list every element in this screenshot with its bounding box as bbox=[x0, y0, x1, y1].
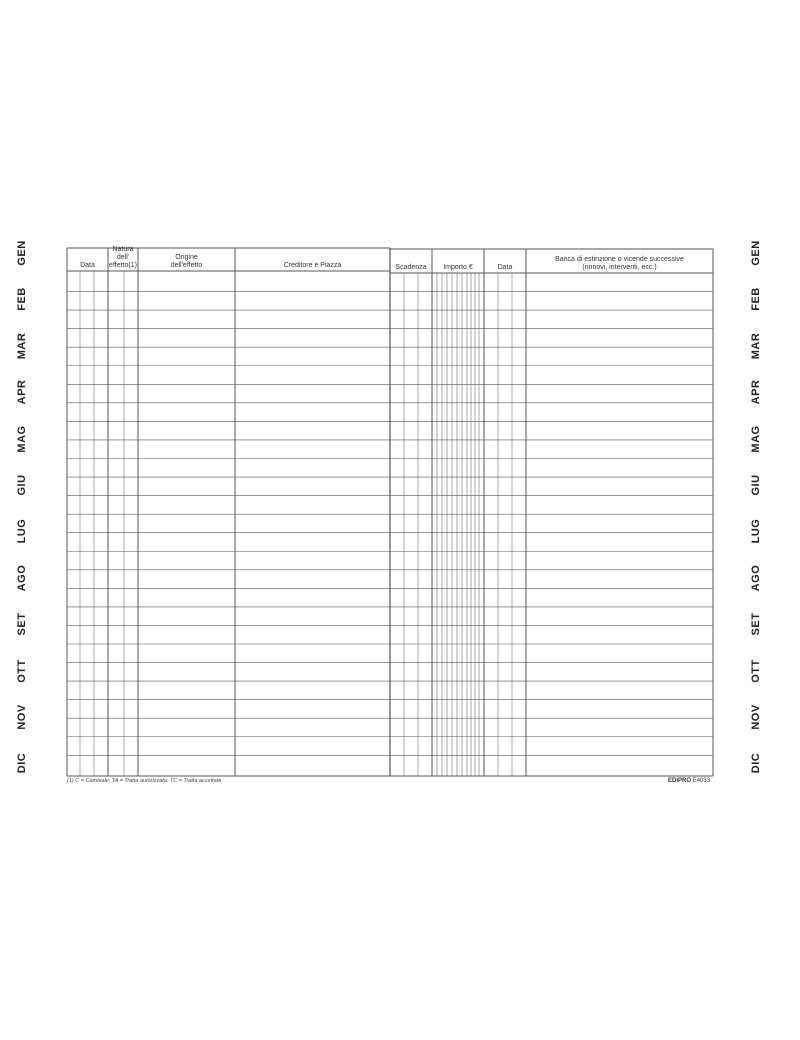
header-importo: Importo € bbox=[443, 264, 473, 271]
month-tab-right-lug: LUG bbox=[750, 519, 762, 544]
header-data-left: Data bbox=[80, 262, 95, 269]
month-tab-left-ago: AGO bbox=[16, 564, 28, 592]
month-tab-right-ago: AGO bbox=[750, 564, 762, 592]
month-tab-right-ott: OTT bbox=[750, 658, 762, 683]
month-tab-right-nov: NOV bbox=[750, 704, 762, 730]
month-tab-left-nov: NOV bbox=[16, 704, 28, 730]
header-creditore: Creditore e Piazza bbox=[283, 262, 342, 269]
header-banca: Banca di estinzione o vicende successive (rinnovi, interventi, ecc.) bbox=[555, 256, 684, 271]
form-code: E4033 bbox=[692, 778, 711, 784]
header-natura: Natura dell' effetto(1) bbox=[109, 246, 137, 269]
header-data-right: Data bbox=[497, 264, 513, 271]
month-tab-left-dic: DIC bbox=[16, 753, 28, 774]
month-tab-left-set: SET bbox=[16, 612, 28, 636]
month-tab-right-giu: GIU bbox=[750, 474, 762, 496]
footnote: (1) C = Cambiale; TA = Tratta autorizzata; TC = Tratta accettata bbox=[67, 778, 222, 784]
month-tab-left-apr: APR bbox=[16, 379, 28, 405]
month-tab-left-feb: FEB bbox=[16, 287, 28, 312]
month-tab-right-dic: DIC bbox=[750, 753, 762, 774]
month-tab-right-feb: FEB bbox=[750, 287, 762, 312]
month-tab-left-gen: GEN bbox=[16, 240, 28, 266]
month-tab-left-lug: LUG bbox=[16, 519, 28, 544]
month-tab-right-set: SET bbox=[750, 612, 762, 636]
month-tab-left-giu: GIU bbox=[16, 474, 28, 496]
month-tab-left-mag: MAG bbox=[16, 425, 28, 453]
brand-mark bbox=[668, 778, 710, 784]
month-tab-left-ott: OTT bbox=[16, 658, 28, 683]
header-scadenza: Scadenza bbox=[395, 264, 427, 271]
month-tab-right-mar: MAR bbox=[750, 332, 762, 360]
month-tab-left-mar: MAR bbox=[16, 332, 28, 360]
month-tab-right-gen: GEN bbox=[750, 240, 762, 266]
month-tab-right-apr: APR bbox=[750, 379, 762, 405]
brand-logo: EDIPRO bbox=[668, 778, 692, 784]
month-tab-right-mag: MAG bbox=[750, 425, 762, 453]
header-origine: Origine dell'effetto bbox=[170, 254, 203, 269]
